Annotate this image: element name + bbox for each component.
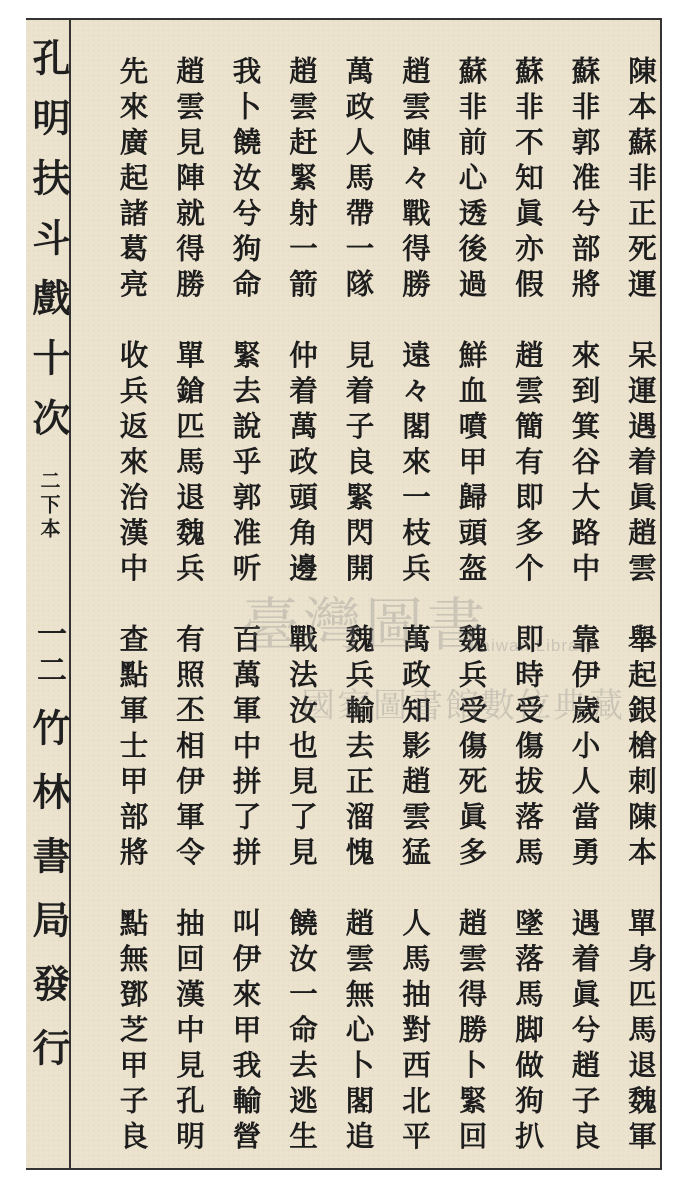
verse-column-text: 趙雲見陣就得勝 單鎗匹馬退魏兵 有照丕相伊軍令 抽回漢中見孔明 [172,56,206,1157]
verse-column-text: 我卜饒汝兮狗命 緊去說乎郭准听 百萬軍中拼了拼 叫伊來甲我輸營 [228,56,263,1157]
verse-column [164,56,208,1157]
verse-column [616,56,660,1157]
page-border-bottom [26,1168,662,1170]
verse-column-text: 陳本蘇非正死運 呆運遇着眞趙雲 舉起銀槍刺陳本 單身匹馬退魏軍 [624,56,658,1157]
page-border-top [26,18,662,20]
watermark-main: 臺灣圖書 [241,591,490,659]
verse-column-text: 蘇非郭准兮部將 來到箕谷大路中 靠伊歲小人當勇 遇着眞兮趙子良 [567,56,602,1157]
verse-column [277,56,321,1157]
document-page [26,18,662,1170]
margin-title [26,38,71,458]
side-title-text: 孔明扶斗戲十次 [26,38,71,458]
verse-column [334,56,378,1157]
verse-column-text: 趙雲陣々戰得勝 遠々閣來一枝兵 萬政知影趙雲猛 人馬抽對西北平 [398,56,432,1157]
verse-column-text: 萬政人馬帶一隊 見着子良緊閃開 魏兵輸去正溜愧 趙雲無心卜閣追 [341,56,376,1157]
verse-column [390,56,434,1157]
margin-page-number [28,618,68,690]
verse-column-text: 蘇非前心透後過 鮮血噴甲歸頭盔 魏兵受傷死眞多 趙雲得勝卜緊回 [454,56,489,1157]
verse-column [108,56,152,1157]
margin-publisher [26,708,71,1092]
verse-column-text: 趙雲赶緊射一箭 仲着萬政頭角邊 戰法汝也見了見 饒汝一命去逃生 [285,56,319,1157]
watermark-sub: 國家圖書館數位典藏 [301,686,625,726]
verse-column [221,56,265,1157]
verse-column [560,56,604,1157]
verse-column [447,56,491,1157]
side-volume-text: 二下本 [37,470,61,542]
verse-column-text: 蘇非不知眞亦假 趙雲簡有即多个 即時受傷拔落馬 墜落馬脚做狗扒 [511,56,545,1157]
verse-column-text: 先來廣起諸葛亮 收兵返來治漢中 查點軍士甲部將 點無鄧芝甲子良 [115,56,150,1157]
side-publisher-text: 竹林書局發行 [26,708,71,1092]
page-border-right [660,18,662,1170]
side-page-text: 一二 [31,618,66,690]
watermark-english: Taiwan Library [471,636,595,655]
verse-column [503,56,547,1157]
margin-volume [30,470,68,542]
